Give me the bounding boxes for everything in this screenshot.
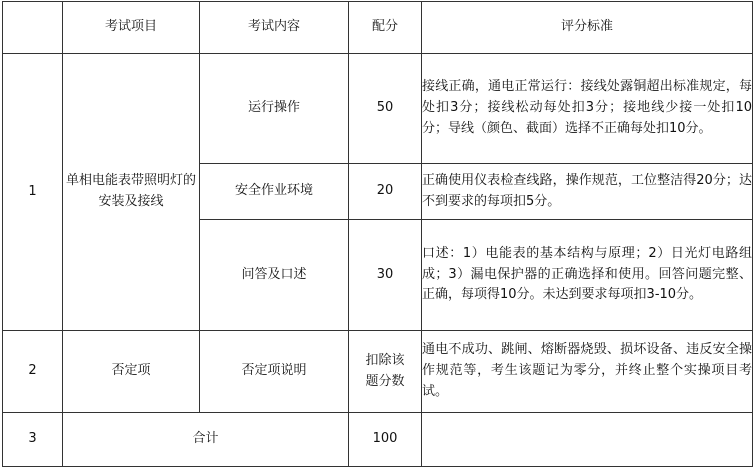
row1-standard-2: 正确使用仪表检查线路，操作规范，工位整洁得20分；达不到要求的每项扣5分。 [422,164,753,220]
row1-score-1: 50 [349,54,422,164]
row2-num: 2 [3,331,63,413]
row1-standard-1: 接线正确，通电正常运行：接线处露铜超出标准规定，每处扣3分；接线松动每处扣3分；接地线少接一处扣10分；导线（颜色、截面）选择不正确每处扣10分。 [422,54,753,164]
row3-num: 3 [3,413,63,467]
row1-num: 1 [3,54,63,331]
table-row [3,54,753,164]
row1-score-2: 20 [349,164,422,220]
row1-score-3: 30 [349,220,422,331]
row1-item: 单相电能表带照明灯的安装及接线 [63,54,200,331]
header-item: 考试项目 [63,2,200,54]
header-score: 配分 [349,2,422,54]
header-standard: 评分标准 [422,2,753,54]
header-num [3,2,63,54]
row3-score: 100 [349,413,422,467]
row2-score-text: 扣除该题分数 [365,352,405,389]
row2-standard: 通电不成功、跳闸、熔断器烧毁、损坏设备、违反安全操作规范等，考生该题记为零分，并终止整个实操项目考试。 [422,331,753,413]
row3-label: 合计 [63,413,349,467]
row1-content-3: 问答及口述 [200,220,349,331]
row1-content-2: 安全作业环境 [200,164,349,220]
row3-standard [422,413,753,467]
row1-standard-3: 口述：1）电能表的基本结构与原理；2）日光灯电路组成；3）漏电保护器的正确选择和使用。回答问题完整、正确，每项得10分。未达到要求每项扣3-10分。 [422,220,753,331]
row2-score [349,331,422,413]
row2-item: 否定项 [63,331,200,413]
table-row [3,331,753,413]
row2-content: 否定项说明 [200,331,349,413]
row1-content-1: 运行操作 [200,54,349,164]
scoring-table [2,1,753,467]
header-content: 考试内容 [200,2,349,54]
header-row [3,2,753,54]
table-row [3,413,753,467]
